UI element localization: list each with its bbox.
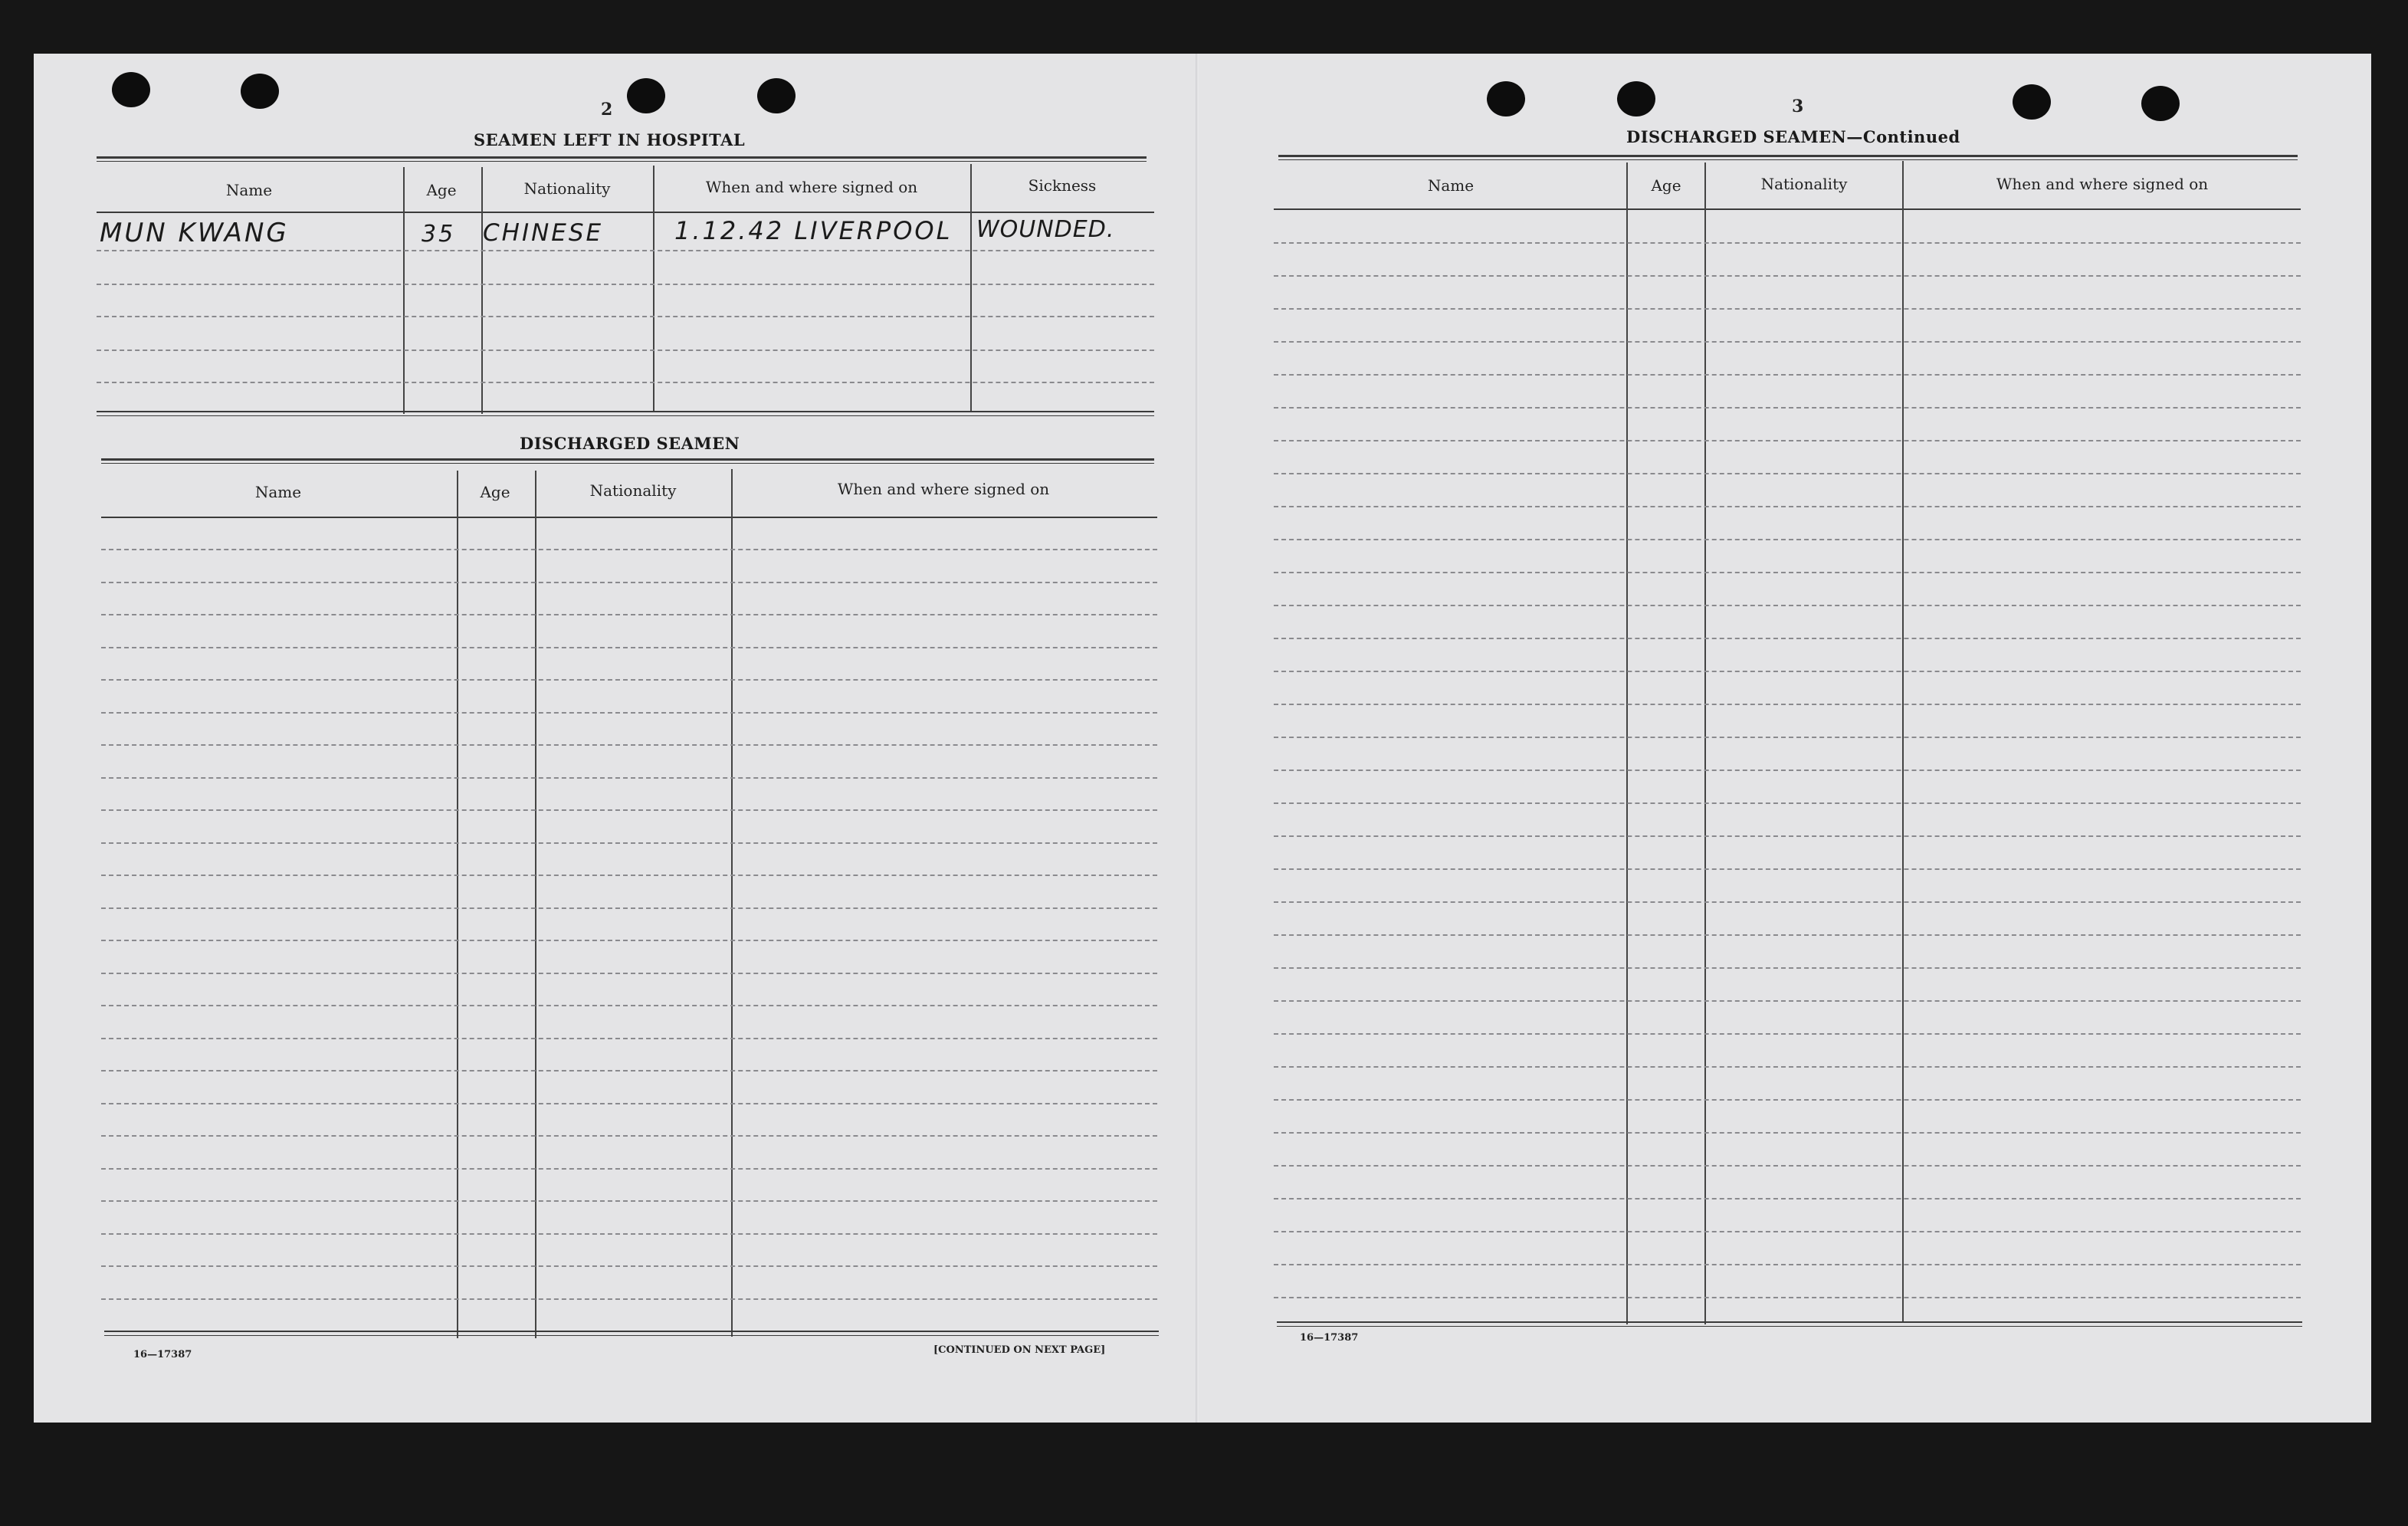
row-line xyxy=(1274,802,2301,804)
row-line xyxy=(101,1298,1157,1300)
row-line xyxy=(97,350,1154,351)
row-line xyxy=(101,647,1157,648)
column-header-signed-on: When and where signed on xyxy=(1996,175,2209,193)
row-line xyxy=(101,582,1157,583)
row-line xyxy=(101,549,1157,550)
row-line xyxy=(1274,473,2301,474)
continued-note: [CONTINUED ON NEXT PAGE] xyxy=(933,1344,1106,1356)
section-rule xyxy=(101,458,1154,461)
row-line xyxy=(101,712,1157,714)
row-line xyxy=(1274,1033,2301,1035)
row-line xyxy=(1274,1264,2301,1265)
row-line xyxy=(97,316,1154,317)
column-header-nationality: Nationality xyxy=(589,481,677,500)
row-line xyxy=(101,744,1157,746)
punch-hole xyxy=(241,74,279,109)
row-line xyxy=(1274,605,2301,606)
column-divider xyxy=(535,471,536,1338)
section-rule xyxy=(97,156,1147,159)
row-line xyxy=(1274,901,2301,903)
row-line xyxy=(101,614,1157,615)
section-bottom-rule xyxy=(1277,1326,2302,1327)
section-rule xyxy=(1278,159,2298,160)
column-header-age: Age xyxy=(1651,176,1681,195)
punch-hole xyxy=(757,78,796,113)
header-rule xyxy=(101,517,1157,518)
row-line xyxy=(101,809,1157,811)
row-line xyxy=(101,1265,1157,1267)
row-line xyxy=(1274,671,2301,672)
row-line xyxy=(1274,539,2301,540)
punch-hole xyxy=(1487,81,1525,117)
row-line xyxy=(101,1038,1157,1039)
section-rule xyxy=(1278,155,2298,157)
column-header-age: Age xyxy=(480,483,510,501)
column-header-nationality: Nationality xyxy=(523,179,611,198)
column-divider xyxy=(1704,162,1706,1324)
header-rule xyxy=(1274,208,2301,210)
section-title-hospital: SEAMEN LEFT IN HOSPITAL xyxy=(474,130,746,149)
column-header-age: Age xyxy=(426,181,457,199)
document-sheet xyxy=(34,54,2371,1423)
row-line xyxy=(1274,704,2301,705)
column-header-signed-on: When and where signed on xyxy=(705,178,918,196)
column-header-name: Name xyxy=(254,483,302,501)
section-bottom-rule xyxy=(97,411,1154,412)
punch-hole xyxy=(2013,84,2051,120)
page-number: 3 xyxy=(1792,97,1804,117)
row-line xyxy=(101,1233,1157,1235)
row-line xyxy=(101,777,1157,779)
row-line xyxy=(1274,1165,2301,1167)
row-line xyxy=(1274,407,2301,409)
row-line xyxy=(1274,934,2301,936)
title-text: DISCHARGED SEAMEN xyxy=(1626,127,1847,146)
entry-nationality: CHINESE xyxy=(483,219,604,247)
punch-hole xyxy=(2141,86,2180,121)
row-line xyxy=(101,842,1157,844)
row-line xyxy=(1274,967,2301,969)
column-divider xyxy=(653,166,654,412)
row-line xyxy=(1274,374,2301,376)
section-title-discharged-continued xyxy=(1626,127,1960,146)
section-bottom-rule xyxy=(97,415,1154,416)
row-line xyxy=(1274,308,2301,310)
row-line xyxy=(1274,770,2301,771)
section-bottom-rule xyxy=(1277,1321,2302,1323)
row-line xyxy=(1274,1132,2301,1134)
row-line xyxy=(101,1135,1157,1137)
row-line xyxy=(101,1005,1157,1006)
row-line xyxy=(101,1103,1157,1104)
row-line xyxy=(101,907,1157,909)
form-number: 16—17387 xyxy=(133,1349,192,1360)
row-line xyxy=(101,1070,1157,1071)
entry-age: 35 xyxy=(422,221,456,248)
row-line xyxy=(1274,638,2301,639)
section-rule xyxy=(97,161,1147,162)
title-suffix: —Continued xyxy=(1846,127,1960,146)
section-bottom-rule xyxy=(104,1335,1159,1336)
row-line xyxy=(1274,572,2301,573)
column-divider xyxy=(970,164,972,411)
row-line xyxy=(1274,1066,2301,1068)
form-number: 16—17387 xyxy=(1300,1332,1359,1344)
section-bottom-rule xyxy=(104,1331,1159,1332)
row-line xyxy=(1274,242,2301,244)
row-line xyxy=(1274,1297,2301,1298)
column-divider xyxy=(481,167,483,414)
column-divider xyxy=(457,471,458,1338)
row-line xyxy=(101,1200,1157,1202)
column-divider xyxy=(1902,161,1904,1323)
row-line xyxy=(1274,868,2301,870)
page-fold xyxy=(1196,54,1199,1423)
entry-sickness: WOUNDED. xyxy=(976,216,1115,243)
row-line xyxy=(1274,1198,2301,1199)
column-header-name: Name xyxy=(1427,176,1475,195)
punch-hole xyxy=(1617,81,1655,117)
row-line xyxy=(1274,341,2301,343)
section-title-discharged: DISCHARGED SEAMEN xyxy=(520,434,740,453)
row-line xyxy=(97,284,1154,285)
punch-hole xyxy=(112,72,150,107)
page-number: 2 xyxy=(601,100,613,120)
header-rule xyxy=(97,212,1154,213)
column-header-sickness: Sickness xyxy=(1028,176,1097,195)
row-line xyxy=(1274,275,2301,277)
row-line xyxy=(1274,440,2301,441)
row-line xyxy=(101,875,1157,876)
row-line xyxy=(101,1168,1157,1170)
section-rule xyxy=(101,463,1154,464)
row-line xyxy=(1274,835,2301,837)
row-line xyxy=(101,973,1157,974)
row-line xyxy=(97,382,1154,383)
column-header-nationality: Nationality xyxy=(1760,175,1848,193)
row-line xyxy=(1274,1000,2301,1002)
row-line xyxy=(97,250,1154,251)
punch-hole xyxy=(627,78,665,113)
column-divider xyxy=(1626,162,1628,1324)
row-line xyxy=(1274,1231,2301,1232)
row-line xyxy=(101,940,1157,941)
column-header-name: Name xyxy=(225,181,273,199)
column-header-signed-on: When and where signed on xyxy=(837,480,1050,498)
row-line xyxy=(1274,1099,2301,1101)
row-line xyxy=(1274,737,2301,738)
column-divider xyxy=(731,469,733,1337)
entry-name: MUN KWANG xyxy=(100,218,289,248)
entry-signed-on: 1.12.42 LIVERPOOL xyxy=(674,216,953,245)
row-line xyxy=(101,679,1157,681)
column-divider xyxy=(403,167,405,414)
row-line xyxy=(1274,506,2301,507)
